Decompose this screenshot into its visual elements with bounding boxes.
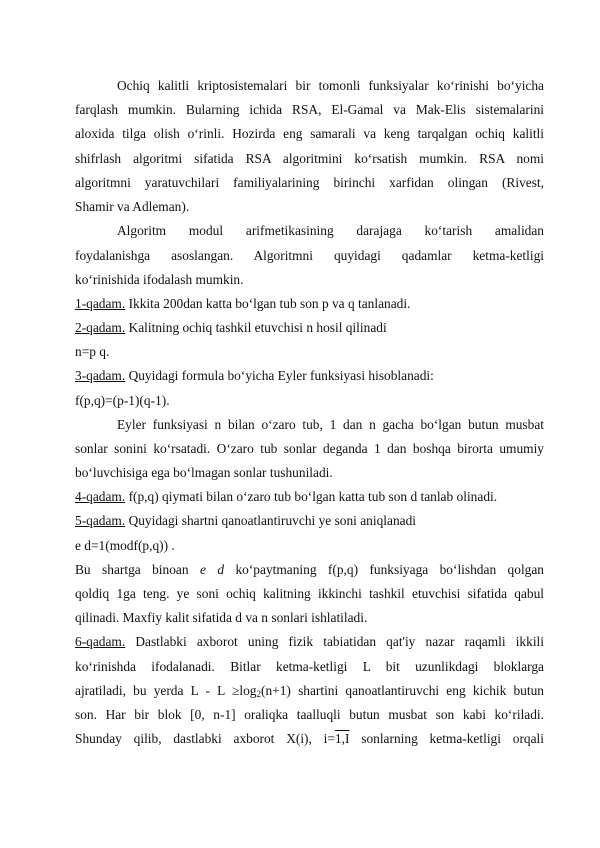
text-line: farqlash mumkin. Bularning ichida RSA, El-Gamal va Mak-Elis sistemalarini (75, 102, 544, 117)
step-label: 1-qadam. (75, 296, 126, 311)
text-line: Algoritm modul arifmetikasining darajaga ko‘tarish amalidan (117, 223, 544, 238)
text-line: son. Har bir blok [0, n-1] oraliqka taalluqli butun musbat son kabi ko‘riladi. (75, 707, 544, 722)
text-line: Ochiq kalitli kriptosistemalari bir tomonli funksiyalar ko‘rinishi bo‘yicha (117, 78, 544, 93)
step-text: Kalitning ochiq tashkil etuvchisi n hosil qilinadi (128, 320, 387, 335)
text-fragment: Shunday qilib, dastlabki axborot X(i), i= (75, 731, 335, 746)
text-line: algoritmni yaratuvchilari familiyalarining birinchi xarfidan olingan (Rivest, (75, 175, 544, 190)
step-6 (75, 634, 544, 650)
step-text: Quyidagi shartni qanoatlantiruvchi ye soni aniqlanadi (128, 513, 417, 528)
text-fragment: ajratiladi, bu yerda L - L ≥log (75, 683, 257, 698)
text-line (75, 562, 544, 578)
step-label: 6-qadam. (75, 634, 126, 649)
text-line: bo‘luvchisiga ega bo‘lmagan sonlar tushuniladi. (75, 465, 333, 480)
text-line: sonlar sonini ko‘rsatadi. O‘zaro tub sonlar deganda 1 dan boshqa birorta umumiy (75, 441, 544, 456)
step-label: 3-qadam. (75, 368, 126, 383)
text-line (75, 731, 544, 747)
step-text: Ikkita 200dan katta bo‘lgan tub son p va q tanlanadi. (128, 296, 411, 311)
text-line: foydalanishga asoslangan. Algoritmni quyidagi qadamlar ketma-ketligi (75, 248, 544, 263)
formula-line: e d=1(modf(p,q)) . (75, 538, 175, 553)
text-line: aloxida tilga olish o‘rinli. Hozirda eng samarali va keng tarqalgan ochiq kalitli (75, 126, 544, 141)
text-line: ko‘rinishida ifodalash mumkin. (75, 272, 244, 287)
step-text: f(p,q) qiymati bilan o‘zaro tub bo‘lgan katta tub son d tanlab olinadi. (128, 489, 498, 504)
text-fragment: sonlarning ketma-ketligi orqali (361, 731, 544, 746)
range-formula: 1,I (334, 731, 350, 746)
step-text: Dastlabki axborot uning fizik tabiatidan qat'iy nazar raqamli ikkili (135, 634, 544, 649)
step-2 (75, 320, 387, 336)
text-fragment: ko‘paytmaning f(p,q) funksiyaga bo‘lishdan qolgan (235, 562, 544, 577)
text-fragment: (n+1) (260, 683, 291, 698)
step-1 (75, 296, 410, 312)
step-4 (75, 489, 497, 505)
text-line (75, 683, 544, 702)
formula-line: n=p q. (75, 344, 110, 359)
text-line: ko‘rinishda ifodalanadi. Bitlar ketma-ketligi L bit uzunlikdagi bloklarga (75, 659, 544, 674)
step-label: 4-qadam. (75, 489, 126, 504)
formula-line: f(p,q)=(p-1)(q-1). (75, 393, 170, 408)
step-label: 5-qadam. (75, 513, 126, 528)
step-5 (75, 513, 416, 529)
step-3 (75, 368, 434, 384)
log-subscript: 2 (256, 689, 261, 699)
text-line: Shamir va Adleman). (75, 199, 190, 214)
text-line: Eyler funksiyasi n bilan o‘zaro tub, 1 dan n gacha bo‘lgan butun musbat (117, 417, 544, 432)
text-line: shifrlash algoritmi sifatida RSA algoritmini ko‘rsatish mumkin. RSA nomi (75, 151, 544, 166)
text-fragment: Bu shartga binoan (75, 562, 189, 577)
text-line: qoldiq 1ga teng. ye soni ochiq kalitning ikkinchi tashkil etuvchisi sifatida qabul (75, 586, 544, 601)
text-line: qilinadi. Maxfiy kalit sifatida d va n sonlari ishlatiladi. (75, 610, 368, 625)
inline-formula: e d (199, 562, 225, 577)
step-text: Quyidagi formula bo‘yicha Eyler funksiyasi hisoblanadi: (128, 368, 434, 383)
step-label: 2-qadam. (75, 320, 126, 335)
text-fragment: shartini qanoatlantiruvchi eng kichik butun (298, 683, 544, 698)
